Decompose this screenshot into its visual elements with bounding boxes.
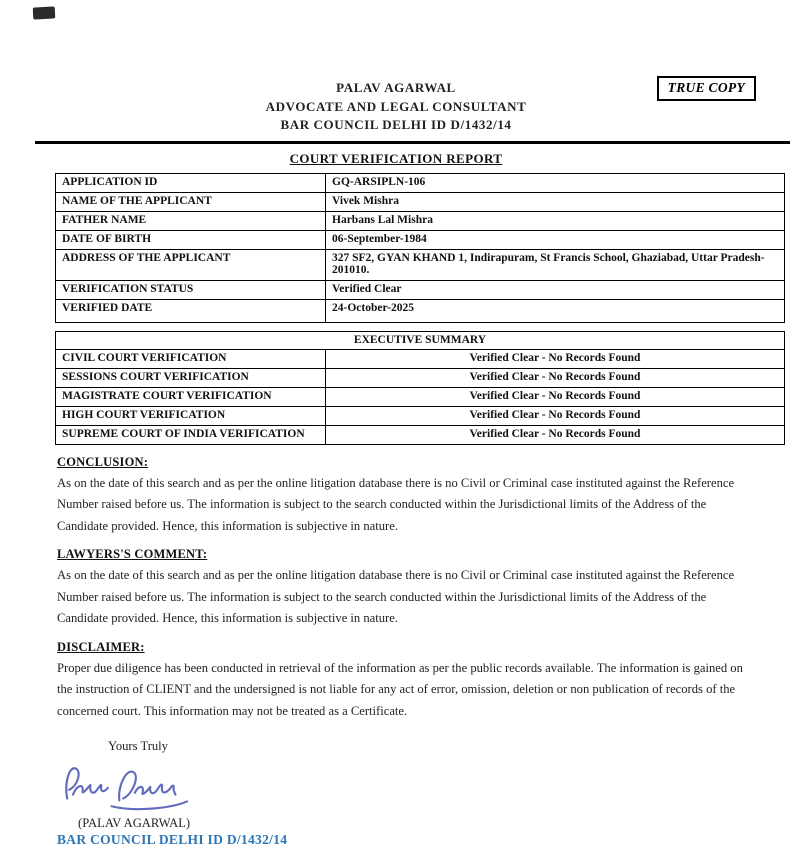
court-label: CIVIL COURT VERIFICATION — [56, 349, 326, 368]
conclusion-body: As on the date of this search and as per the online litigation database there is no Civil or Criminal case instituted against the Reference Number raised before us. The information is subject to the search conducted within the Jurisdictional limits of the Address of the Candidate provided. Hence, this information is subjective in nature. — [57, 475, 735, 533]
court-label: HIGH COURT VERIFICATION — [56, 406, 326, 425]
executive-summary-title: EXECUTIVE SUMMARY — [56, 331, 785, 349]
table-row — [56, 406, 785, 425]
lawyers-comment-heading: LAWYERS'S COMMENT: — [57, 547, 208, 561]
lawyers-comment-section — [57, 547, 759, 630]
signatory-name: (PALAV AGARWAL) — [78, 816, 191, 830]
field-value: 06-September-1984 — [326, 230, 785, 249]
court-label: SESSIONS COURT VERIFICATION — [56, 368, 326, 387]
table-row — [56, 387, 785, 406]
footer-bar-council-id: BAR COUNCIL DELHI ID D/1432/14 — [57, 832, 288, 847]
court-result: Verified Clear - No Records Found — [326, 425, 785, 444]
scan-artifact — [33, 6, 56, 19]
table-row — [56, 192, 785, 211]
conclusion-heading: CONCLUSION: — [57, 454, 149, 469]
field-label: ADDRESS OF THE APPLICANT — [56, 249, 326, 280]
field-value: 24-October-2025 — [326, 299, 785, 322]
letterhead — [0, 0, 792, 135]
header-divider — [35, 141, 790, 144]
signature-handwriting — [55, 756, 792, 814]
table-row — [56, 349, 785, 368]
court-result: Verified Clear - No Records Found — [326, 349, 785, 368]
disclaimer-heading: DISCLAIMER: — [57, 639, 145, 654]
court-label: SUPREME COURT OF INDIA VERIFICATION — [56, 425, 326, 444]
court-result: Verified Clear - No Records Found — [326, 406, 785, 425]
field-value: Vivek Mishra — [326, 192, 785, 211]
true-copy-label: TRUE COPY — [667, 80, 745, 95]
advocate-name: PALAV AGARWAL — [336, 80, 456, 95]
report-title: COURT VERIFICATION REPORT — [289, 150, 503, 166]
conclusion-section — [57, 455, 759, 538]
field-label: DATE OF BIRTH — [56, 230, 326, 249]
disclaimer-section — [57, 640, 759, 723]
table-header-row — [56, 331, 785, 349]
table-row — [56, 425, 785, 444]
field-label: VERIFICATION STATUS — [56, 280, 326, 299]
field-value: Harbans Lal Mishra — [326, 211, 785, 230]
field-value: 327 SF2, GYAN KHAND 1, Indirapuram, St Francis School, Ghaziabad, Uttar Pradesh-201010. — [326, 249, 785, 280]
table-row — [56, 173, 785, 192]
lawyers-comment-body: As on the date of this search and as per the online litigation database there is no Civil or Criminal case instituted against the Reference Number raised before us. The information is subject to the search conducted within the Jurisdictional limits of the Address of the Candidate provided. Hence, this information is subjective in nature. — [57, 568, 735, 625]
field-label: VERIFIED DATE — [56, 299, 326, 322]
table-row — [56, 211, 785, 230]
true-copy-stamp — [657, 76, 756, 101]
table-row — [56, 299, 785, 322]
table-row — [56, 249, 785, 280]
court-result: Verified Clear - No Records Found — [326, 368, 785, 387]
disclaimer-body: Proper due diligence has been conducted in retrieval of the information as per the public records available. The information is gained on the instruction of CLIENT and the undersigned is not liable for any act of error, omission, deletion or non publication of records of the concerned court. This information may not be treated as a Certificate. — [57, 660, 743, 718]
executive-summary-table — [55, 331, 785, 445]
table-row — [56, 280, 785, 299]
field-value: GQ-ARSIPLN-106 — [326, 173, 785, 192]
court-result: Verified Clear - No Records Found — [326, 387, 785, 406]
applicant-details-table — [55, 173, 785, 323]
table-row — [56, 368, 785, 387]
field-label: APPLICATION ID — [56, 173, 326, 192]
field-label: NAME OF THE APPLICANT — [56, 192, 326, 211]
court-label: MAGISTRATE COURT VERIFICATION — [56, 387, 326, 406]
field-value: Verified Clear — [326, 280, 785, 299]
advocate-title: ADVOCATE AND LEGAL CONSULTANT — [265, 98, 527, 114]
field-label: FATHER NAME — [56, 211, 326, 230]
advocate-bar-id: BAR COUNCIL DELHI ID D/1432/14 — [280, 117, 512, 132]
closing-salutation: Yours Truly — [108, 739, 168, 753]
table-row — [56, 230, 785, 249]
